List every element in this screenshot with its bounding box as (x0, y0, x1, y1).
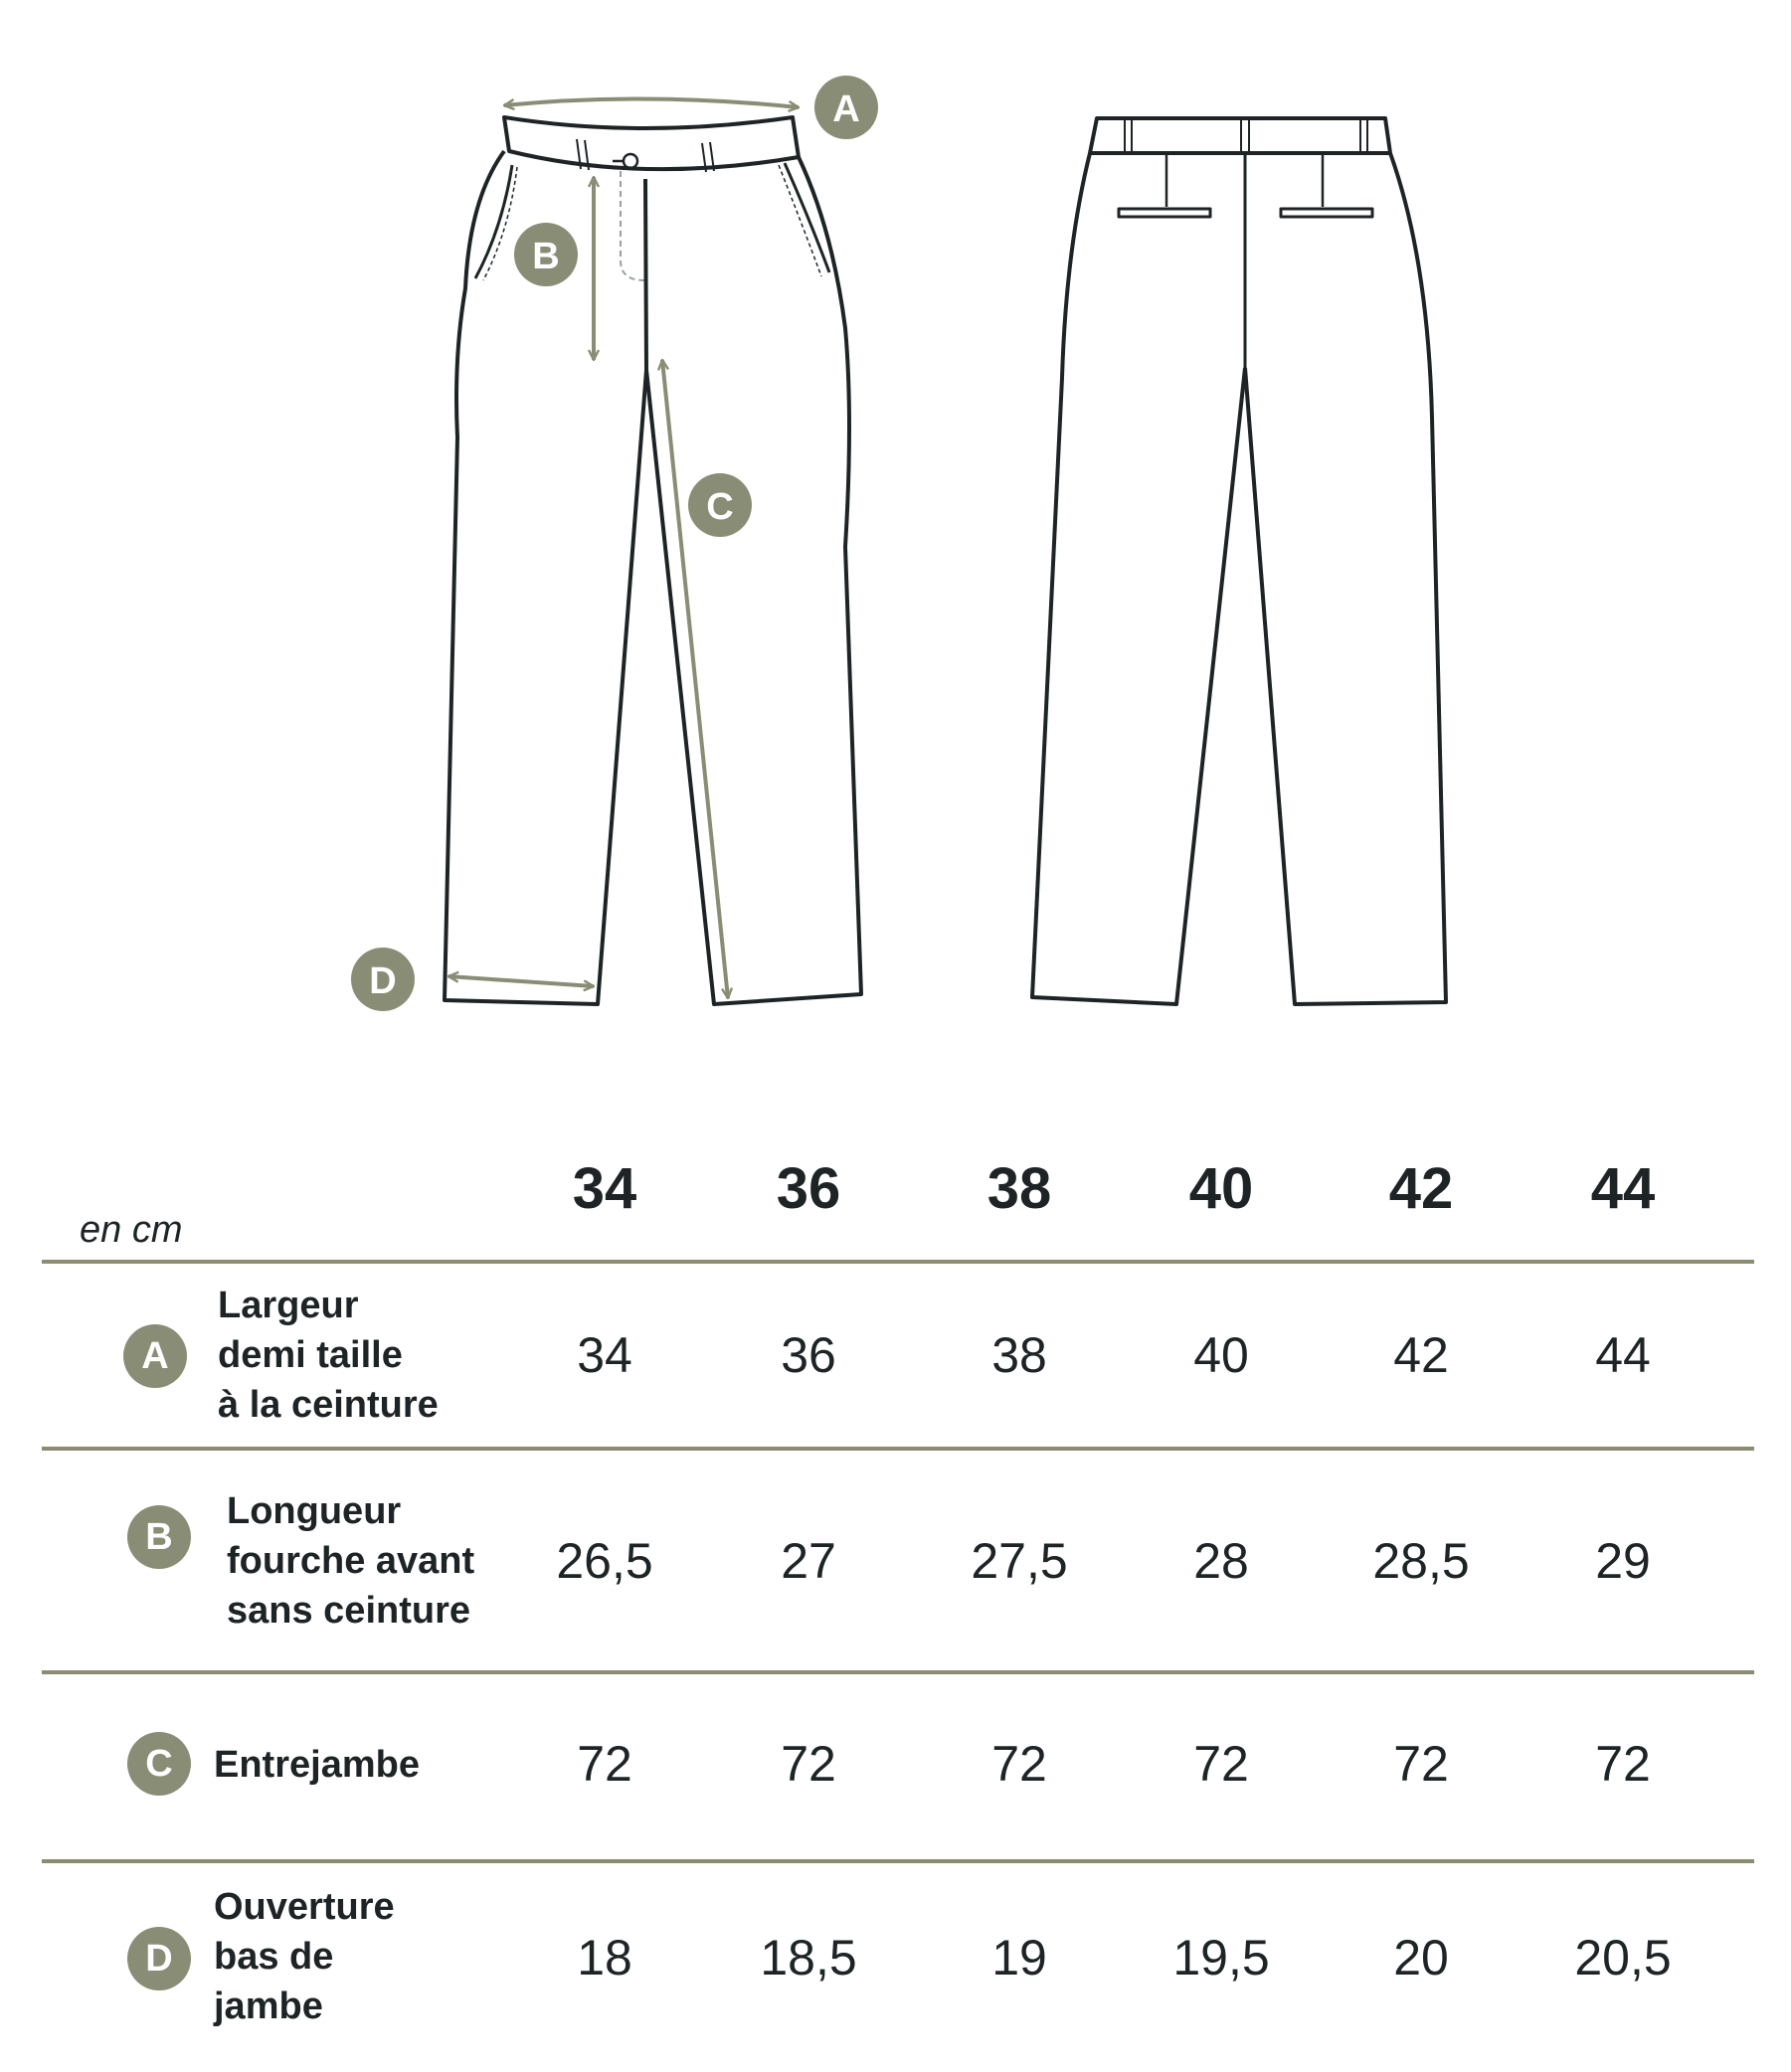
table-cell: 26,5 (556, 1533, 653, 1589)
row-label: Ouverture bas de jambe (214, 1886, 395, 2027)
front-waistband (504, 117, 799, 169)
arrow-d (448, 976, 594, 986)
table-cell: 44 (1595, 1327, 1651, 1383)
row-badge-b: B (127, 1505, 191, 1569)
divider (42, 1670, 1754, 1674)
size-header-34: 34 (572, 1156, 637, 1221)
callout-b (514, 223, 578, 286)
size-header-40: 40 (1188, 1156, 1254, 1221)
divider (42, 1447, 1754, 1451)
callout-a (814, 76, 878, 139)
table-cell: 28,5 (1372, 1533, 1470, 1589)
table-cell: 29 (1595, 1533, 1651, 1589)
front-left-pocket (475, 165, 512, 278)
row-badge-d: D (127, 1927, 191, 1990)
table-cell: 72 (781, 1736, 836, 1792)
front-right-leg (646, 157, 861, 1004)
row-label: Entrejambe (214, 1744, 420, 1786)
table-cell: 72 (1595, 1736, 1651, 1792)
svg-text:A: A (832, 88, 860, 130)
divider (42, 1859, 1754, 1863)
size-header-36: 36 (776, 1156, 841, 1221)
front-view (445, 117, 861, 1004)
table-cell: 72 (991, 1736, 1047, 1792)
row-label: Longueur fourche avant sans ceinture (227, 1490, 475, 1632)
svg-text:D: D (369, 960, 397, 1002)
back-left-pocket (1119, 209, 1210, 217)
unit-label: en cm (80, 1209, 183, 1251)
table-cell: 18,5 (760, 1930, 857, 1986)
svg-text:C: C (706, 486, 734, 528)
table-cell: 38 (991, 1327, 1047, 1383)
table-cell: 28 (1193, 1533, 1249, 1589)
table-cell: 72 (1393, 1736, 1449, 1792)
back-view (1032, 118, 1446, 1004)
size-header-42: 42 (1388, 1156, 1454, 1221)
table-cell: 42 (1393, 1327, 1449, 1383)
table-cell: 27,5 (971, 1533, 1068, 1589)
back-right-leg (1245, 153, 1446, 1004)
table-cell: 18 (577, 1930, 632, 1986)
table-cell: 20,5 (1574, 1930, 1672, 1986)
callout-d (351, 948, 415, 1011)
svg-text:B: B (532, 236, 560, 277)
size-header-44: 44 (1590, 1156, 1656, 1221)
table-cell: 72 (577, 1736, 632, 1792)
callout-c (688, 473, 752, 537)
row-label: Largeur demi taille à la ceinture (218, 1285, 439, 1426)
arrow-a (504, 98, 799, 107)
row-badge-c: C (127, 1732, 191, 1796)
divider (42, 1260, 1754, 1264)
table-cell: 19,5 (1172, 1930, 1270, 1986)
table-cell: 27 (781, 1533, 836, 1589)
table-cell: 34 (577, 1327, 632, 1383)
row-badge-a: A (123, 1324, 187, 1388)
arrow-c (662, 360, 728, 998)
table-cell: 72 (1193, 1736, 1249, 1792)
table-cell: 36 (781, 1327, 836, 1383)
table-cell: 40 (1193, 1327, 1249, 1383)
fly-stitch (621, 171, 644, 280)
size-header-38: 38 (986, 1156, 1052, 1221)
table-cell: 20 (1393, 1930, 1449, 1986)
back-right-pocket (1281, 209, 1372, 217)
back-left-leg (1032, 153, 1245, 1004)
table-cell: 19 (991, 1930, 1047, 1986)
